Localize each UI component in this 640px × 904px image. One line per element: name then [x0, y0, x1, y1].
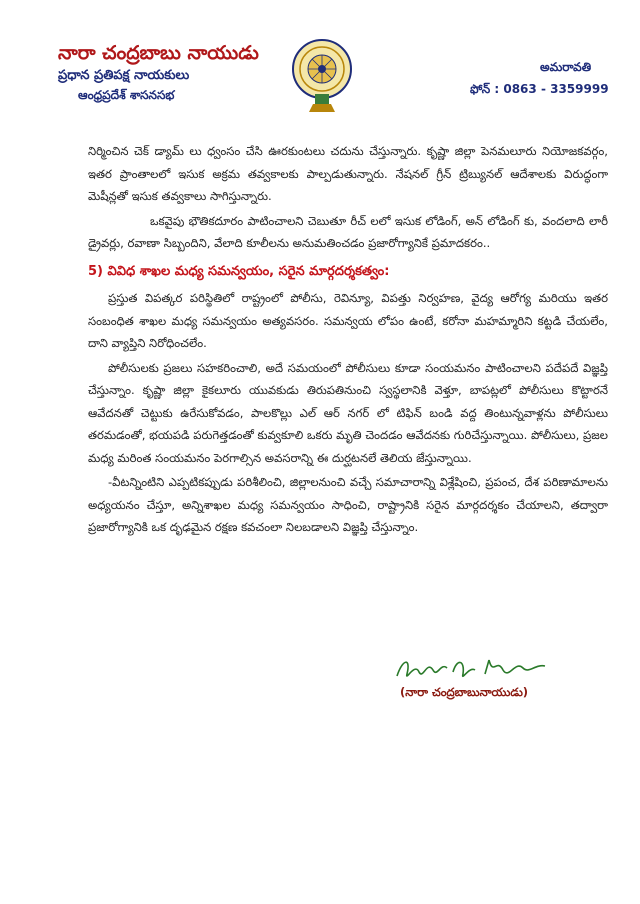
paragraph: ఒకవైపు భౌతికదూరం పాటించాలని చెబుతూ రీచ్ లలో ఇసుక లోడింగ్, అన్ లోడింగ్ కు, వందలాది లారీ డ్రైవర్లు, రవాణా సిబ్బందిని, వేలాది కూలీలను అనుమతించడం ప్రజారోగ్యానికే ప్రమాదకరం..	[88, 213, 608, 250]
paragraph: -వీటన్నింటిని ఎప్పటికప్పుడు పరిశీలించి, జిల్లాలనుంచి వచ్చే సమాచారాన్ని విశ్లేషించి, ప్రపంచ, దేశ పరిణామాలను అధ్యయనం చేస్తూ, అన్నిశాఖల మధ్య సమన్వయం సాధించి, రాష్ట్రానికి సరైన మార్గదర్శకం చేయాలని, తద్వారా ప్రజారోగ్యానికి ఒక దృఢమైన రక్షణ కవచంలా నిలబడాలని విజ్ఞప్తి చేస్తున్నాం.	[88, 475, 608, 534]
signature-name: (నారా చంద్రబాబునాయుడు)	[400, 685, 529, 699]
phone-number: ఫోన్ : 0863 - 3359999	[470, 82, 609, 96]
letter-body	[88, 140, 608, 541]
letterhead	[0, 0, 640, 110]
paragraph: పోలీసులకు ప్రజలు సహకరించాలి, అదే సమయంలో పోలీసులు కూడా సంయమనం పాటించాలని పదేపదే విజ్ఞప్తి చేస్తున్నాం. కృష్ణా జిల్లా కైకలూరు యువకుడు తిరుపతినుంచి స్వస్థలానికి వెళ్తూ, బాపట్లలో పోలీసులు కొట్టారనే ఆవేదనతో చెట్టుకు ఉరేసుకోవడం, పాలకొల్లు ఎల్ ఆర్ నగర్ లో టిఫిన్ బండి వద్ద తింటున్నవాళ్లను పోలీసులు తరమడంతో, భయపడి పరుగెత్తడంతో కువ్వకూలి ఒకరు మృతి చెందడం ఆవేదనకు గురిచేస్తున్నాయి. పోలీసులు, ప్రజల మధ్య మరింత సంయమనం పెరగాల్సిన అవసరాన్ని ఈ దుర్ఘటనలే తెలియ జేస్తున్నాయి.	[88, 360, 608, 465]
paragraph: ప్రస్తుత విపత్కర పరిస్థితిలో రాష్ట్రంలో పోలీసు, రెవిన్యూ, విపత్తు నిర్వహణ, వైద్య ఆరోగ్య మరియు ఇతర సంబంధిత శాఖల మధ్య సమన్వయం అత్యవసరం. సమన్వయ లోపం ఉంటే, కరోనా మహమ్మారిని కట్టడి చేయలేం, దాని వ్యాప్తిని నిరోధించలేం.	[88, 291, 608, 350]
sender-assembly: ఆంధ్రప్రదేశ్ శాసనసభ	[78, 88, 175, 102]
paragraph: నిర్మించిన చెక్ డ్యామ్ లు ధ్వంసం చేసి ఊరకుంటలు చదును చేస్తున్నారు. కృష్ణా జిల్లా పెనమలూరు నియోజకవర్గం, ఇతర ప్రాంతాలలో ఇసుక అక్రమ తవ్వకాలకు పాల్పడుతున్నారు. నేషనల్ గ్రీన్ ట్రిబ్యునల్ ఆదేశాలకు విరుద్ధంగా మెషీన్లతో ఇసుక తవ్వకాలు సాగిస్తున్నారు.	[88, 144, 608, 203]
sender-title: ప్రధాన ప్రతిపక్ష నాయకులు	[58, 68, 190, 83]
sender-name: నారా చంద్రబాబు నాయుడు	[58, 42, 259, 64]
city-label: అమరావతి	[540, 60, 592, 74]
handwritten-signature-icon	[393, 652, 553, 686]
section-heading: 5) వివిధ శాఖల మధ్య సమన్వయం, సరైన మార్గదర్శకత్వం:	[88, 263, 390, 279]
ap-state-emblem-icon	[291, 38, 353, 116]
